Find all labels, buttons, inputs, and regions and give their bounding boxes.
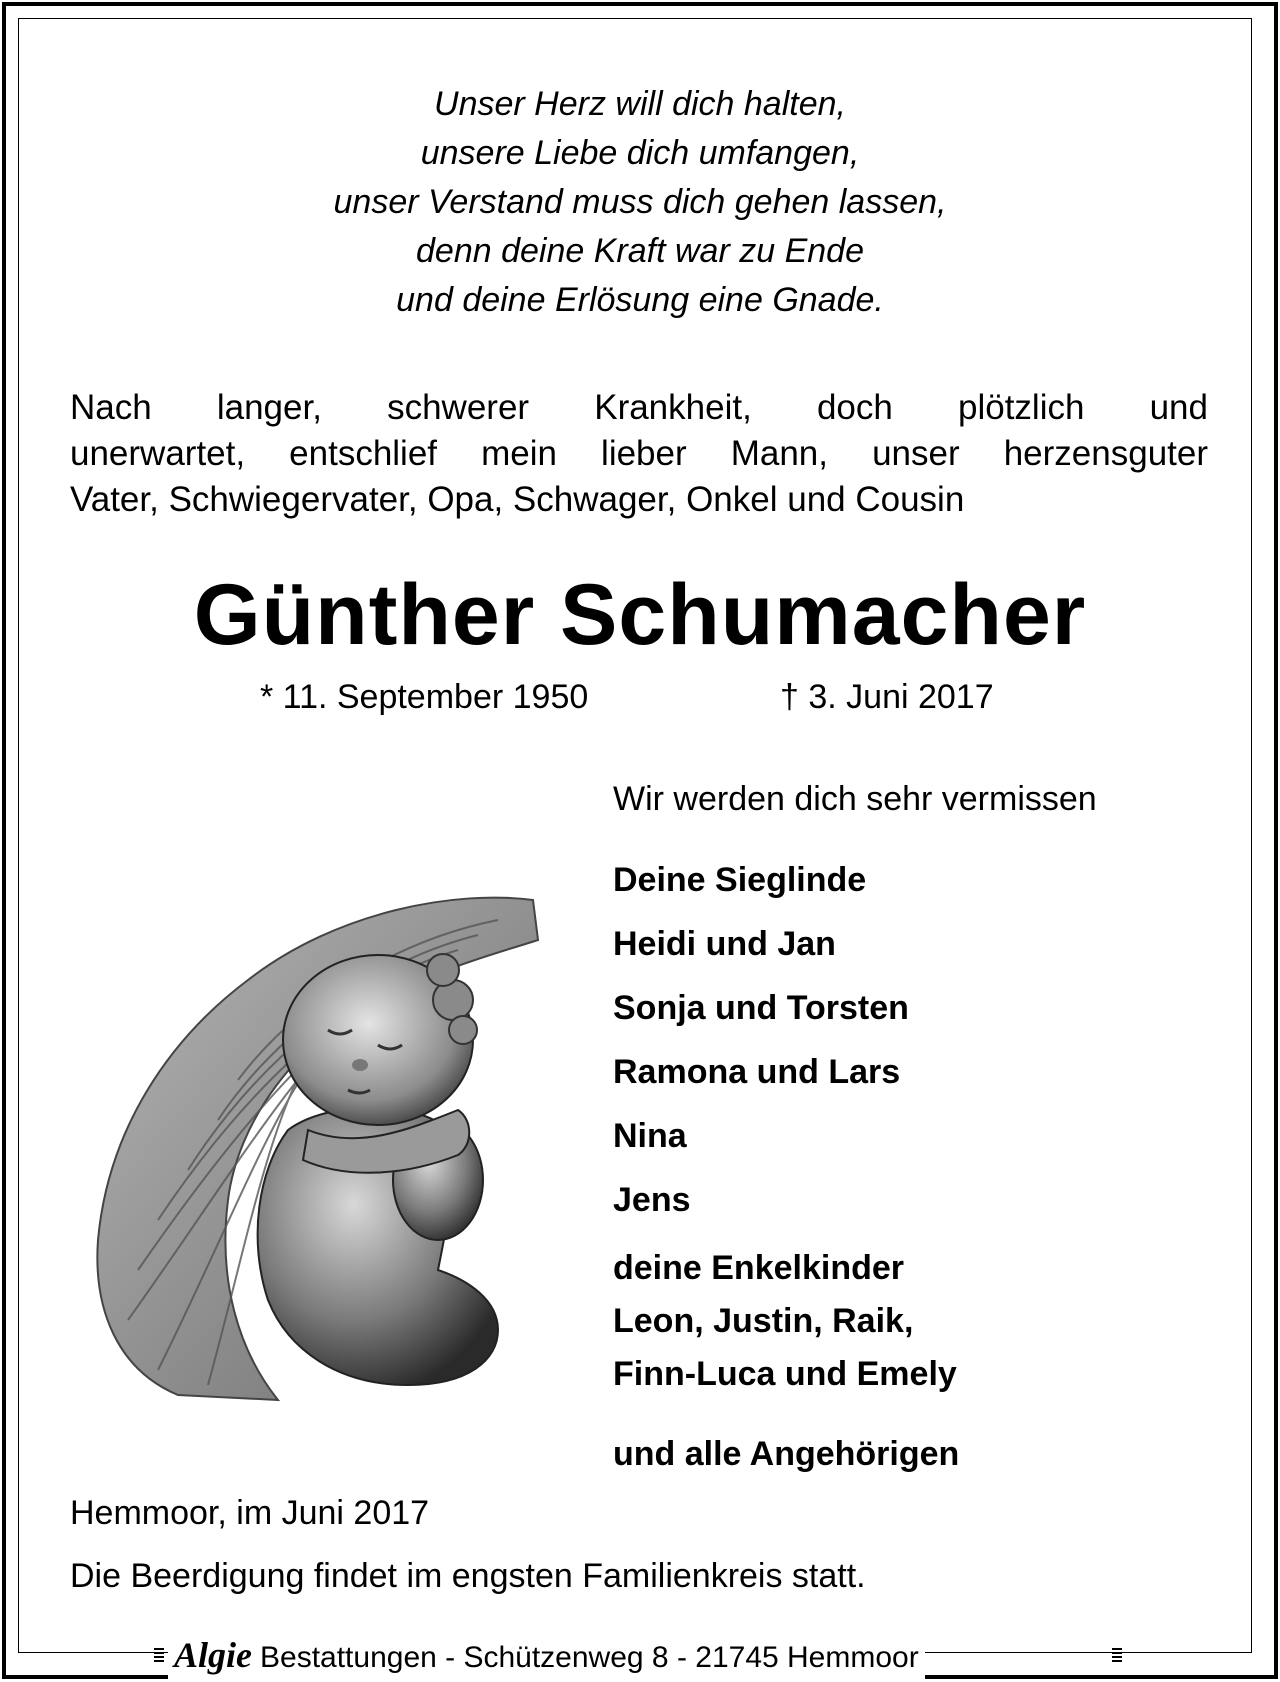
mourner-name: Jens — [613, 1181, 691, 1219]
mourner-name: Sonja und Torsten — [613, 989, 909, 1027]
grandchildren-group — [613, 1242, 959, 1432]
mourner-name: Ramona und Lars — [613, 1053, 901, 1091]
poem-line: und deine Erlösung eine Gnade. — [396, 281, 884, 319]
footer-text: Bestattungen - Schützenweg 8 - 21745 Hemmoor — [260, 1641, 919, 1674]
death-date: † 3. Juni 2017 — [780, 678, 994, 716]
mourner-name: Deine Sieglinde — [613, 861, 867, 899]
footer-bars-left — [154, 1648, 164, 1664]
grandchildren-names: Leon, Justin, Raik, — [613, 1302, 914, 1340]
mourners-heading: Wir werden dich sehr vermissen — [613, 780, 1097, 818]
grandchildren-names: Finn-Luca und Emely — [613, 1355, 957, 1393]
poem-line: unsere Liebe dich umfangen, — [420, 134, 860, 172]
poem — [0, 80, 1280, 325]
intro-line: unerwartet, entschlief mein lieber Mann, unser herzensguter — [70, 434, 1208, 473]
poem-line: Unser Herz will dich halten, — [434, 85, 846, 123]
intro-line: Nach langer, schwerer Krankheit, doch plötzlich und — [70, 388, 1208, 427]
grandchildren-label: deine Enkelkinder — [613, 1249, 904, 1287]
footer-bars-right — [1112, 1648, 1122, 1664]
birth-date: * 11. September 1950 — [260, 678, 589, 716]
mourner-name: Heidi und Jan — [613, 925, 836, 963]
intro-line: Vater, Schwiegervater, Opa, Schwager, Onkel und Cousin — [70, 480, 965, 519]
deceased-name: Günther Schumacher — [193, 567, 1087, 663]
poem-line: denn deine Kraft war zu Ende — [416, 232, 864, 270]
other-relatives: und alle Angehörigen — [613, 1435, 960, 1473]
place-date: Hemmoor, im Juni 2017 — [70, 1494, 430, 1532]
mourner-name: Nina — [613, 1117, 687, 1155]
funeral-note: Die Beerdigung findet im engsten Familienkreis statt. — [70, 1557, 866, 1595]
mourners-list — [613, 858, 959, 1496]
footer — [168, 1631, 925, 1679]
angel-statue-image — [78, 880, 578, 1410]
footer-brand: Algie — [174, 1635, 252, 1675]
intro-text — [70, 385, 1208, 523]
poem-line: unser Verstand muss dich gehen lassen, — [333, 183, 947, 221]
